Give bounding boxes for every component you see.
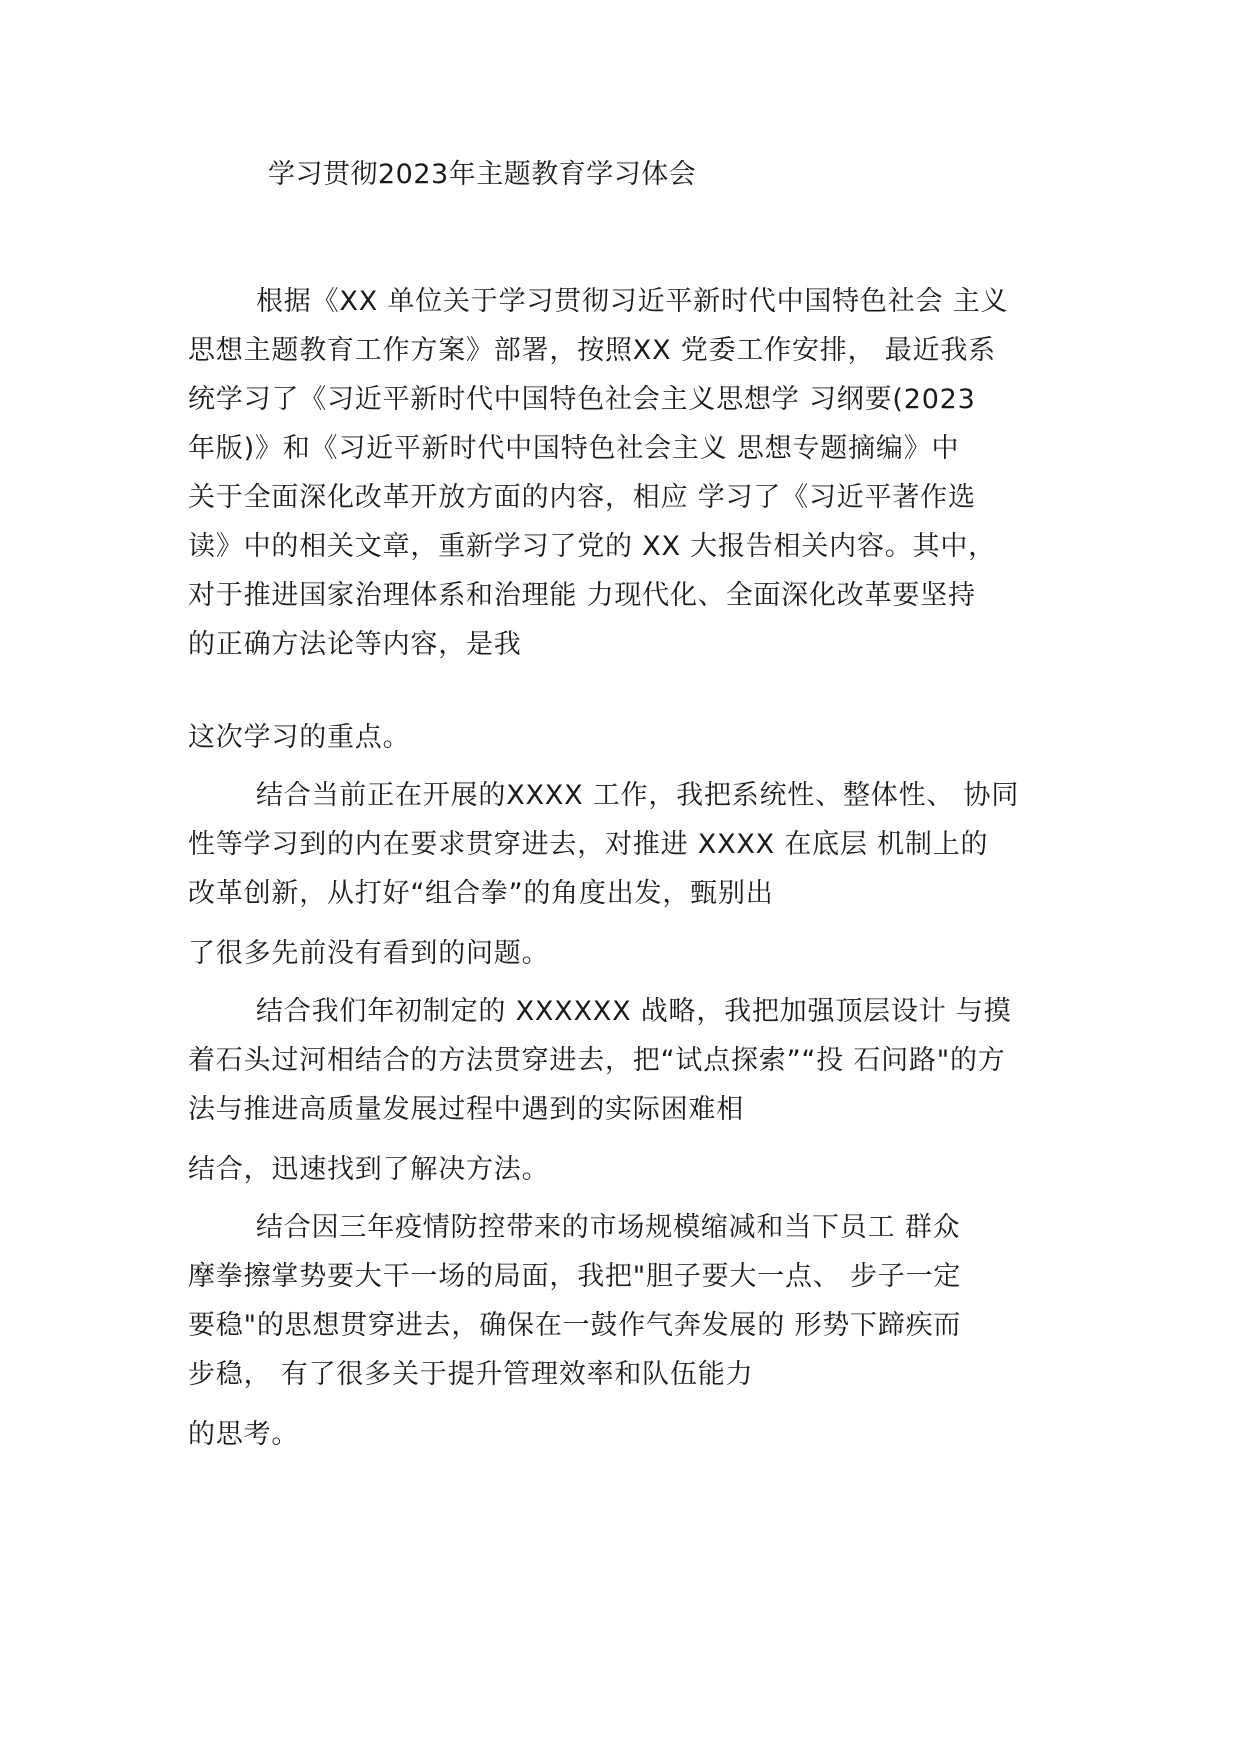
text-line: 改革创新，从打好“组合拳”的角度出发，甄别出	[188, 878, 774, 909]
paragraph-3-continuation	[188, 1145, 1068, 1194]
paragraph-1-continuation	[188, 713, 1068, 762]
text-line: 结合当前正在开展的XXXX 工作，我把系统性、整体性、 协同	[256, 780, 1020, 811]
paragraph-4-continuation	[188, 1410, 1068, 1459]
text-line: 统学习了《习近平新时代中国特色社会主义思想学 习纲要(2023	[188, 384, 976, 415]
text-line: 思想主题教育工作方案》部署，按照XX 党委工作安排， 最近我系	[188, 335, 996, 366]
document-title: 学习贯彻2023年主题教育学习体会	[268, 159, 697, 190]
text-line: 性等学习到的内在要求贯穿进去，对推进 XXXX 在底层 机制上的	[188, 829, 989, 860]
text-line: 了很多先前没有看到的问题。	[188, 938, 550, 969]
text-line: 根据《XX 单位关于学习贯彻习近平新时代中国特色社会 主义	[256, 286, 1009, 317]
text-line: 读》中的相关文章，重新学习了党的 XX 大报告相关内容。其中，	[188, 531, 996, 562]
text-line: 的思考。	[188, 1419, 300, 1450]
paragraph-1	[188, 277, 1068, 669]
text-line: 对于推进国家治理体系和治理能 力现代化、全面深化改革要坚持	[188, 580, 976, 611]
text-line: 结合我们年初制定的 XXXXXX 战略，我把加强顶层设计 与摸	[256, 996, 1012, 1027]
text-line: 年版)》和《习近平新时代中国特色社会主义 思想专题摘编》中	[188, 433, 960, 464]
text-line: 法与推进高质量发展过程中遇到的实际困难相	[188, 1094, 744, 1125]
text-line: 着石头过河相结合的方法贯穿进去，把“试点探索”“投 石问路"的方	[188, 1045, 1006, 1076]
text-line: 步稳， 有了很多关于提升管理效率和队伍能力	[188, 1359, 754, 1390]
text-line: 的正确方法论等内容，是我	[188, 629, 522, 660]
text-line: 要稳"的思想贯穿进去，确保在一鼓作气奔发展的 形势下蹄疾而	[188, 1310, 962, 1341]
text-line: 结合因三年疫情防控带来的市场规模缩减和当下员工 群众	[256, 1212, 961, 1243]
text-line: 结合，迅速找到了解决方法。	[188, 1154, 550, 1185]
paragraph-2	[188, 771, 1068, 918]
paragraph-4	[188, 1203, 1068, 1399]
paragraph-3	[188, 987, 1068, 1134]
text-line: 摩拳擦掌势要大干一场的局面，我把"胆子要大一点、 步子一定	[188, 1261, 962, 1292]
text-line: 这次学习的重点。	[188, 722, 411, 753]
text-line: 关于全面深化改革开放方面的内容，相应 学习了《习近平著作选	[188, 482, 976, 513]
paragraph-2-continuation	[188, 929, 1068, 978]
